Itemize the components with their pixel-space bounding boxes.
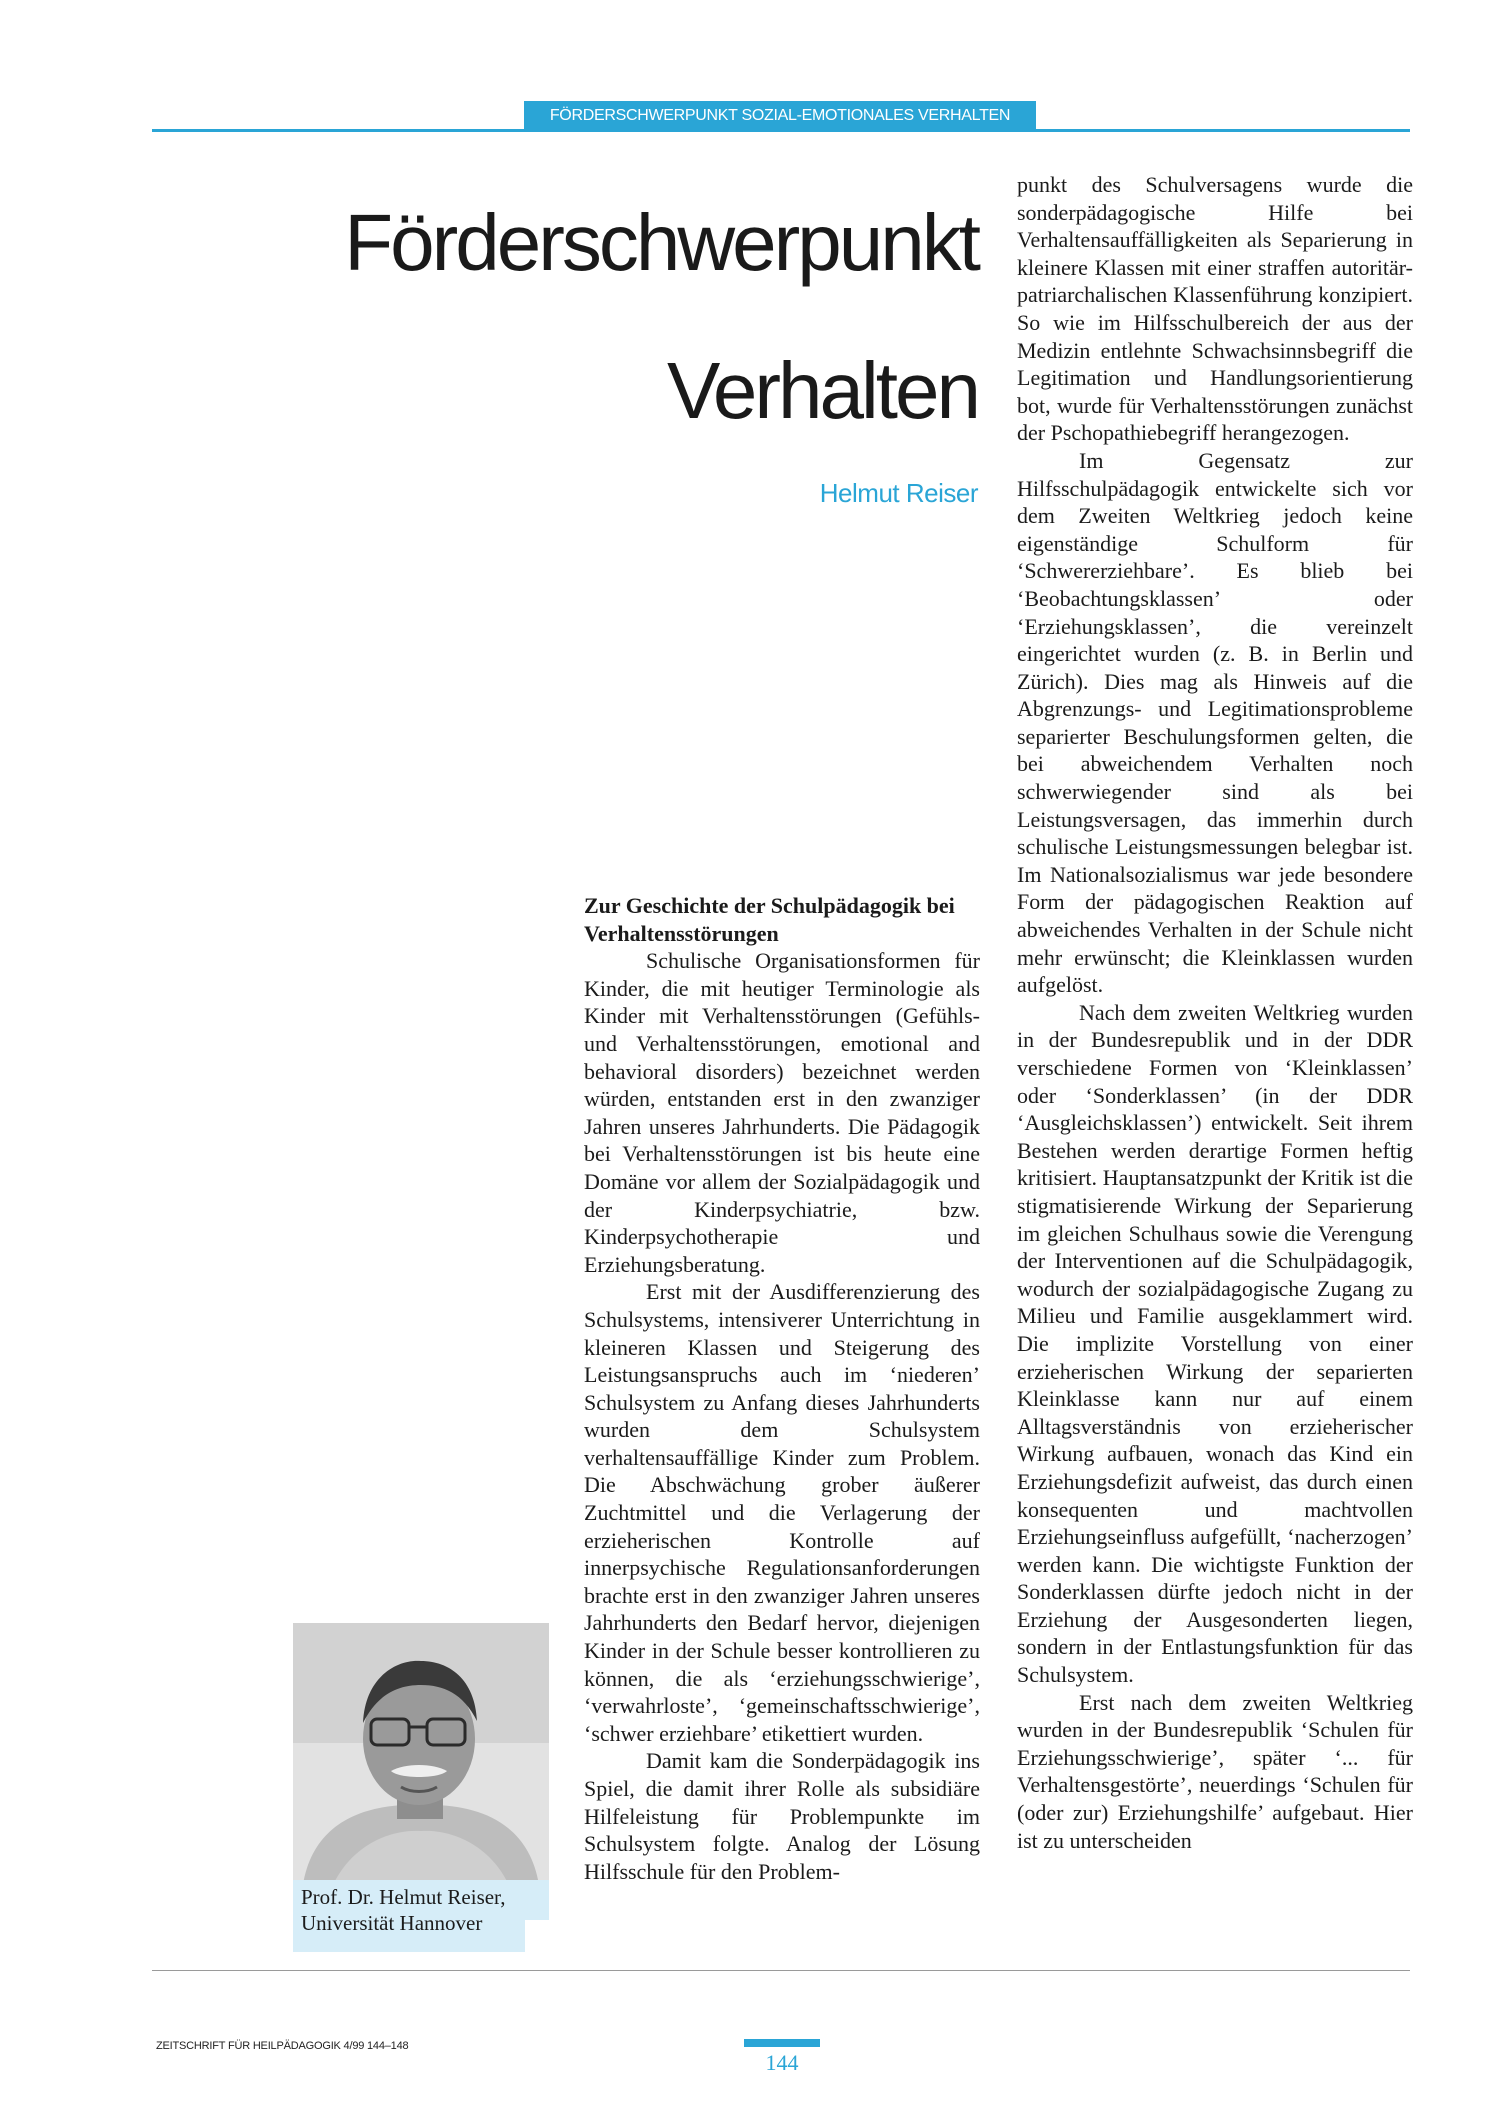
author-portrait	[293, 1623, 549, 1885]
article-title-line-1: Förderschwerpunkt	[344, 198, 978, 287]
section-label: FÖRDERSCHWERPUNKT SOZIAL-EMOTIONALES VERHALTEN	[524, 101, 1036, 131]
caption-line: Prof. Dr. Helmut Reiser,	[301, 1885, 506, 1909]
footer-rule	[152, 1970, 1410, 1971]
author-name: Helmut Reiser	[819, 478, 978, 508]
portrait-caption	[293, 1880, 525, 1952]
column-right	[1017, 171, 1413, 1951]
section-heading: Zur Geschichte der Schulpädagogik bei Verhaltensstörungen	[584, 893, 955, 946]
body-paragraph: Schulische Organisationsformen für Kinder, die mit heutiger Terminologie als Kinder mit Verhaltensstörungen (Gefühls- und Verhaltensstörungen, emotional and behavioral disorders) bezeichnet werden würden, entstanden erst in den zwanziger Jahren unseres Jahrhunderts. Die Pädagogik bei Verhaltensstörungen ist bis heute eine Domäne vor allem der Sozialpädagogik und der Kinderpsychiatrie, bzw. Kinderpsychotherapie und Erziehungsberatung.	[584, 948, 980, 1277]
body-paragraph: Damit kam die Sonderpädagogik ins Spiel, die damit ihrer Rolle als subsidiäre Hilfeleistung für Problempunkte im Schulsystem folgte. Analog der Lösung Hilfsschule für den Problem-	[584, 1748, 980, 1884]
article-title-line-2: Verhalten	[666, 346, 978, 435]
body-paragraph: Nach dem zweiten Weltkrieg wurden in der Bundesrepublik und in der DDR verschiedene Formen von ‘Kleinklassen’ oder ‘Sonderklassen’ (in der DDR ‘Ausgleichsklassen’) entwickelt. Seit ihrem Bestehen werden derartige Formen heftig kritisiert. Hauptansatzpunkt der Kritik ist die stigmatisierende Wirkung der Separierung im gleichen Schulhaus sowie die Verengung der Interventionen auf die Schulpädagogik, wodurch der sozialpädagogische Zugang zu Milieu und Familie ausgeklammert wird. Die implizite Vorstellung von einer erzieherischen Wirkung der separierten Kleinklasse kann nur auf einem Alltagsverständnis von erzieherischer Wirkung aufbauen, wonach das Kind ein Erziehungsdefizit aufweist, das durch einen konsequenten und machtvollen Erziehungseinfluss aufgefüllt, ‘nacherzogen’ werden kann. Die wichtigste Funktion der Sonderklassen dürfte jedoch nicht in der Erziehung der Ausgesonderten liegen, sondern in der Entlastungsfunktion für das Schulsystem.	[1017, 999, 1413, 1688]
body-paragraph: Im Gegensatz zur Hilfsschulpädagogik entwickelte sich vor dem Zweiten Weltkrieg jedoch keine eigenständige Schulform für ‘Schwererziehbare’. Es blieb bei ‘Beobachtungsklassen’ oder ‘Erziehungsklassen’, die vereinzelt eingerichtet wurden (z. B. in Berlin und Zürich). Dies mag als Hinweis auf die Abgrenzungs- und Legitimationsprobleme separierter Beschulungsformen gelten, die bei abweichendem Verhalten noch schwerwiegender sind als bei Leistungsversagen, das immerhin durch schulische Leistungsmessungen belegbar ist. Im Nationalsozialismus war jede besondere Form der pädagogischen Reaktion auf abweichendes Verhalten in der Schule nicht mehr erwünscht; die Kleinklassen wurden aufgelöst.	[1017, 447, 1413, 998]
page-number: 144	[765, 2050, 799, 2075]
page-number-tab	[744, 2039, 820, 2047]
journal-reference: ZEITSCHRIFT FÜR HEILPÄDAGOGIK 4/99 144–148	[156, 2040, 409, 2052]
body-paragraph: Erst nach dem zweiten Weltkrieg wurden in der Bundesrepublik ‘Schulen für Erziehungsschwierige’, später ‘... für Verhaltensgestörte’, neuerdings ‘Schulen für (oder zur) Erziehungshilfe’ aufgebaut. Hier ist zu unterscheiden	[1017, 1689, 1413, 1853]
caption-stripe	[525, 1880, 549, 1920]
portrait-image	[293, 1623, 549, 1885]
caption-line: Universität Hannover	[301, 1911, 483, 1935]
body-paragraph: Erst mit der Ausdifferenzierung des Schulsystems, intensiverer Unterrichtung in kleineren Klassen und Steigerung des Leistungsanspruchs auch im ‘niederen’ Schulsystem zu Anfang dieses Jahrhunderts wurden dem Schulsystem verhaltensauffällige Kinder zum Problem. Die Abschwächung grober äußerer Zuchtmittel und die Verlagerung der erzieherischen Kontrolle auf innerpsychische Regulationsanforderungen brachte erst in den zwanziger Jahren unseres Jahrhunderts den Bedarf hervor, diejenigen Kinder in der Schule besser kontrollieren zu können, die als ‘erziehungsschwierige’, ‘verwahrloste’, ‘gemeinschaftsschwierige’, ‘schwer erziehbare’ etikettiert wurden.	[584, 1279, 980, 1746]
body-paragraph: punkt des Schulversagens wurde die sonderpädagogische Hilfe bei Verhaltensauffälligkeiten als Separierung in kleinere Klassen mit einer straffen autoritär-patriarchalischen Klassenführung konzipiert. So wie im Hilfsschulbereich der aus der Medizin entlehnte Schwachsinnsbegriff die Legitimation und Handlungsorientierung bot, wurde für Verhaltensstörungen zunächst der Pschopathiebegriff herangezogen.	[1017, 172, 1413, 446]
column-middle	[584, 892, 980, 1952]
